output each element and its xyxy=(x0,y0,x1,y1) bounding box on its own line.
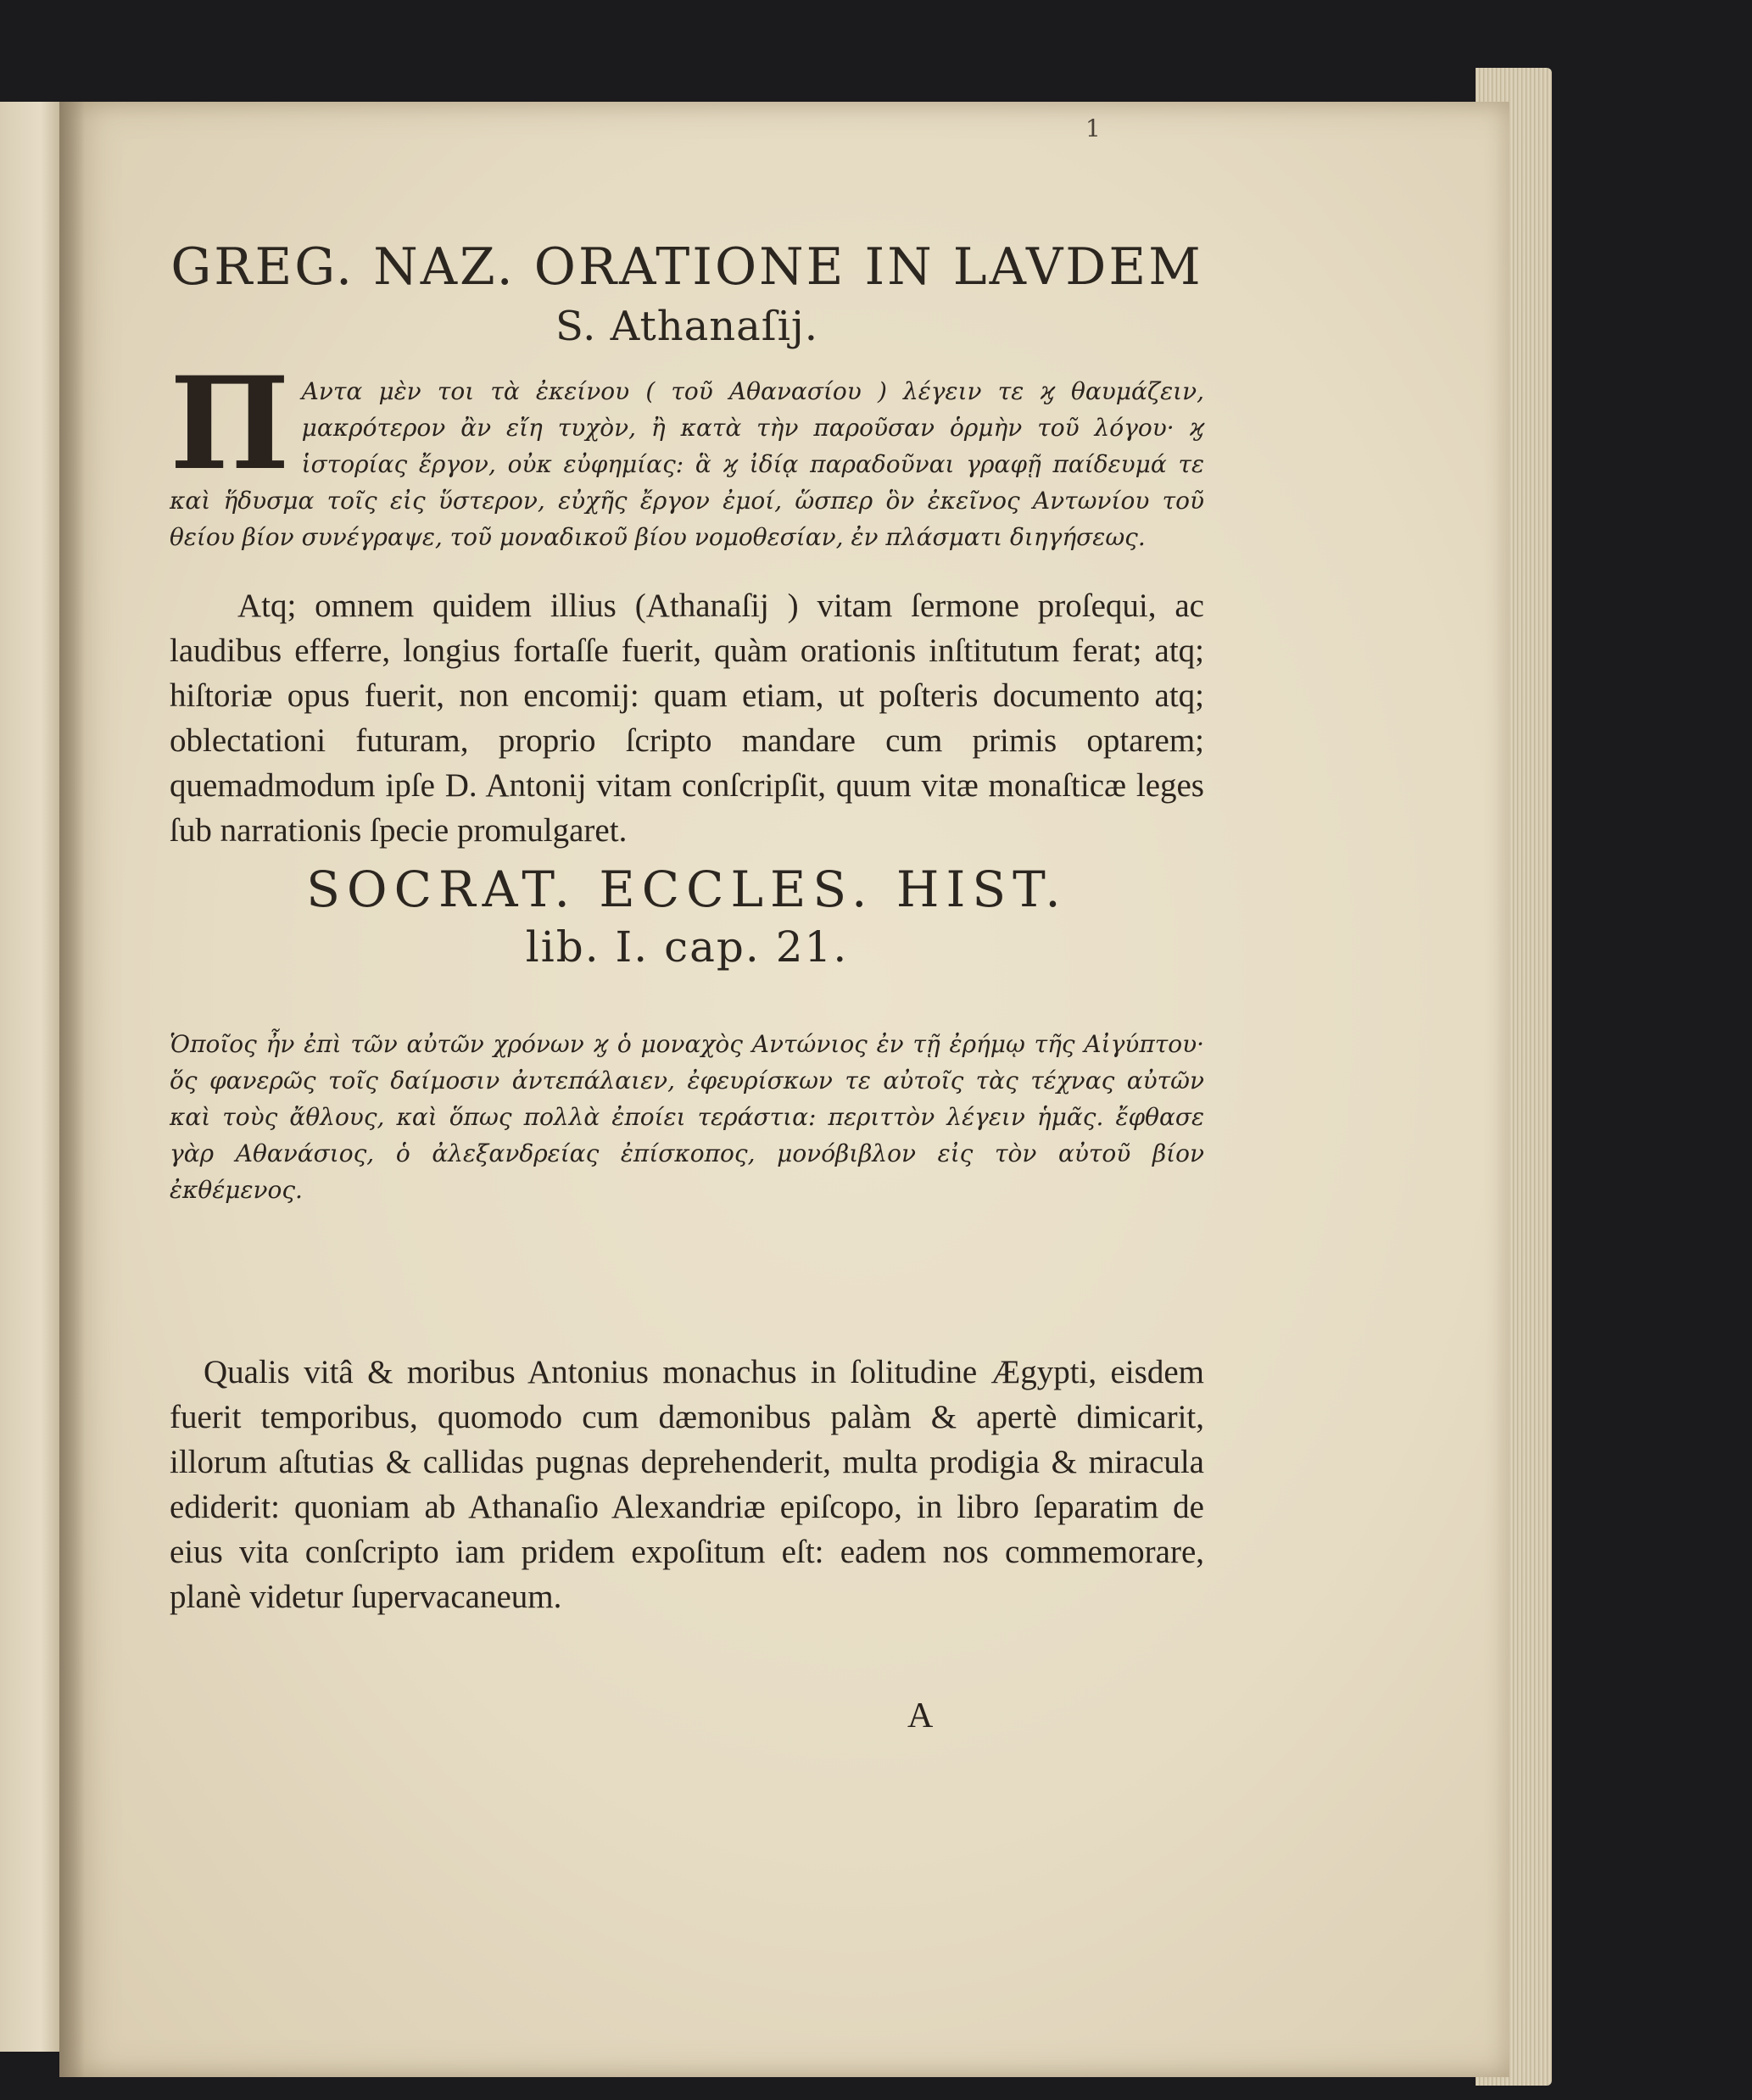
latin-passage-1: Atq; omnem quidem illius (Athanaſij ) vitam ſermone proſequi, ac laudibus efferre, longius fortaſſe fuerit, quàm orationis inſtitutum ferat; atq; hiſtoriæ opus fuerit, non encomij: quam etiam, ut poſteris documento atq; oblectationi futuram, proprio ſcripto mandare cum primis optarem; quemadmodum ipſe D. Antonij vitam conſcripſit, quum vitæ monaſticæ leges ſub narrationis ſpecie promulgaret. xyxy=(170,588,1204,849)
drop-cap-initial: Π xyxy=(170,349,290,499)
greek-passage-2: Ὁποῖος ἦν ἐπὶ τῶν αὐτῶν χρόνων ϗ ὁ μοναχὸς Αντώνιος ἐν τῇ ἐρήμῳ τῆς Αἰγύπτου· ὅς φανερῶς τοῖς δαίμοσιν ἀντεπάλαιεν, ἐφευρίσκων τε αὐτοῖς τὰς τέχνας αὐτῶν καὶ τοὺς ἄθλους, καὶ ὅπως πολλὰ ἐποίει τεράστια: περιττὸν λέγειν ἡμᾶς. ἔφθασε γὰρ Αθανάσιος, ὁ ἀλεξανδρείας ἐπίσκοπος, μονόβιβλον εἰς τὸν αὐτοῦ βίον ἐκθέμενος. xyxy=(170,1030,1204,1204)
heading-socrat xyxy=(170,861,1204,976)
signature-mark: A xyxy=(907,1696,934,1735)
page-gutter-shadow xyxy=(59,102,85,2077)
greek-passage-1-text: Αντα μὲν τοι τὰ ἐκείνου ( τοῦ Αθανασίου ) λέγειν τε ϗ θαυμάζειν, μακρότερον ἂν εἴη τυχὸν, ἢ κατὰ τὴν παροῦσαν ὁρμὴν τοῦ λόγου· ϗ ἱστορίας ἔργον, οὐκ εὐφημίας: ἃ ϗ ἰδίᾳ παραδοῦναι γραφῇ παίδευμά τε καὶ ἥδυσμα τοῖς εἰς ὕστερον, εὐχῆς ἔργον ἐμοί, ὥσπερ ὃν ἐκεῖνος Αντωνίου τοῦ θείου βίον συνέγραψε, τοῦ μοναδικοῦ βίου νομοθεσίαν, ἐν πλάσματι διηγήσεως. xyxy=(170,377,1204,551)
greek-passage-1 xyxy=(170,349,1204,555)
heading-2-line-2: lib. I. cap. 21. xyxy=(525,922,849,972)
heading-1-line-1: GREG. NAZ. ORATIONE IN LAVDEM xyxy=(170,237,1203,297)
heading-1-line-2: S. Athanaſij. xyxy=(555,303,819,350)
heading-2-line-1: SOCRAT. ECCLES. HIST. xyxy=(306,861,1068,918)
latin-passage-2: Qualis vitâ & moribus Antonius monachus in ſolitudine Ægypti, eisdem fuerit temporibus, quomodo cum dæmonibus palàm & apertè dimicarit, illorum aſtutias & callidas pugnas deprehenderit, multa prodigia & miracula ediderit: quoniam ab Athanaſio Alexandriæ epiſcopo, in libro ſeparatim de eius vita conſcripto iam pridem expoſitum eſt: eadem nos commemorare, planè videtur ſupervacaneum. xyxy=(170,1354,1204,1615)
folio-mark: 1 xyxy=(1085,114,1101,142)
heading-greg-naz xyxy=(170,237,1204,356)
